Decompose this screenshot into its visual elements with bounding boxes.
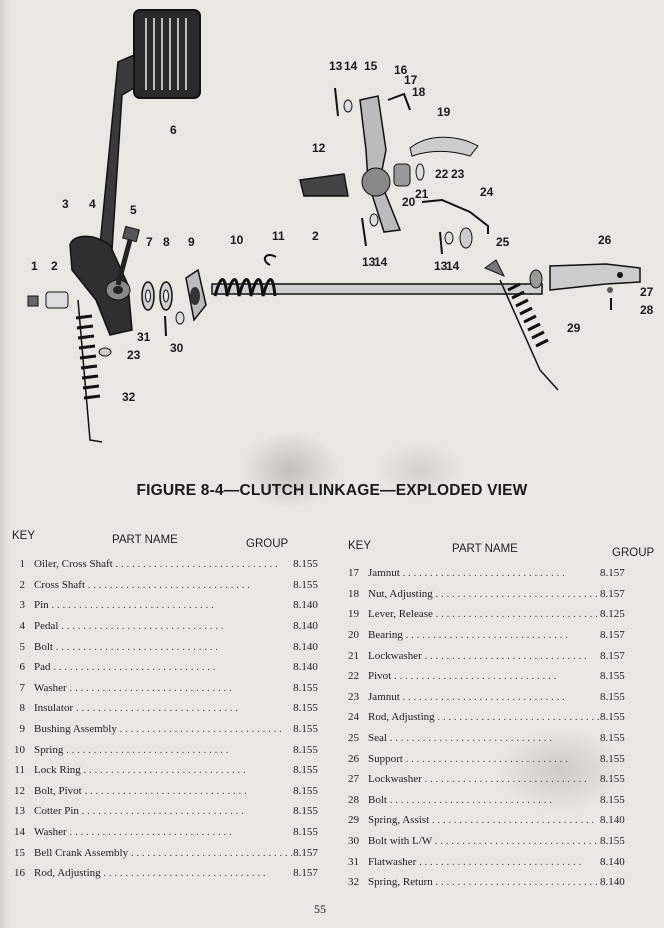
part-group: 8.155 <box>600 690 625 703</box>
callout-15: 15 <box>364 59 378 73</box>
parts-row <box>337 666 650 687</box>
part-group: 8.157 <box>293 867 318 880</box>
part-name: Cotter Pin <box>34 805 79 818</box>
parts-row <box>337 584 650 605</box>
dot-leader: . . . . . . . . . . . . . . . . . . . . . . . . . . . . . . <box>58 620 224 633</box>
part-name: Jamnut <box>368 690 400 703</box>
callout-7: 7 <box>146 235 153 249</box>
dot-leader: . . . . . . . . . . . . . . . . . . . . . . . . . . . . . . <box>429 814 595 827</box>
part-name: Oiler, Cross Shaft <box>34 558 113 571</box>
small-hardware-drawing <box>99 88 472 356</box>
dot-leader: . . . . . . . . . . . . . . . . . . . . . . . . . . . . . . <box>128 846 294 859</box>
part-name: Flatwasher <box>368 855 417 868</box>
figure-title: FIGURE 8-4—CLUTCH LINKAGE—EXPLODED VIEW <box>136 482 528 499</box>
parts-row <box>3 863 343 884</box>
parts-row <box>337 645 650 666</box>
part-group: 8.140 <box>600 855 625 868</box>
callout-20: 20 <box>402 195 416 209</box>
dot-leader: . . . . . . . . . . . . . . . . . . . . . . . . . . . . . . <box>73 702 239 715</box>
part-group: 8.155 <box>293 764 318 777</box>
part-name: Bearing <box>368 629 403 642</box>
parts-row <box>337 687 650 708</box>
part-name: Lever, Release <box>368 608 433 621</box>
dot-leader: . . . . . . . . . . . . . . . . . . . . . . . . . . . . . . <box>78 805 244 818</box>
part-key: 31 <box>348 855 359 868</box>
part-name: Bell Crank Assembly <box>34 846 129 859</box>
part-name: Lock Ring <box>34 764 81 777</box>
part-name: Pedal <box>34 620 59 633</box>
parts-row <box>3 698 343 719</box>
part-name-cell <box>34 575 293 596</box>
part-group: 8.155 <box>293 723 318 736</box>
parts-row <box>337 831 650 852</box>
dot-leader: . . . . . . . . . . . . . . . . . . . . . . . . . . . . . . <box>432 608 598 621</box>
parts-row <box>3 678 343 699</box>
callout-2-shaft: 2 <box>312 229 319 243</box>
dot-leader: . . . . . . . . . . . . . . . . . . . . . . . . . . . . . . <box>416 855 582 868</box>
pedal-pad-drawing <box>134 10 200 98</box>
callout-32: 32 <box>122 390 136 404</box>
callout-11: 11 <box>272 229 285 243</box>
part-name-cell <box>34 801 293 822</box>
part-key: 21 <box>348 649 359 662</box>
part-name-cell <box>368 810 600 831</box>
part-name-cell <box>368 851 600 872</box>
part-key: 17 <box>348 567 359 580</box>
part-group: 8.155 <box>293 558 318 571</box>
return-spring-drawing <box>76 300 102 442</box>
parts-row <box>3 575 343 596</box>
callout-13-mid: 13 <box>362 255 376 269</box>
part-key: 28 <box>348 793 359 806</box>
callout-18: 18 <box>412 85 426 99</box>
bolt-5-drawing <box>118 226 139 285</box>
bell-crank-drawing <box>300 94 488 234</box>
parts-row <box>3 595 343 616</box>
part-name-cell <box>34 781 293 802</box>
callout-2: 2 <box>51 259 58 273</box>
callout-29: 29 <box>567 321 581 335</box>
part-key: 13 <box>14 805 25 818</box>
part-group: 8.155 <box>293 578 318 591</box>
part-key: 26 <box>348 752 359 765</box>
part-group: 8.140 <box>600 876 625 889</box>
part-key: 2 <box>19 578 25 591</box>
part-name-header-right: PART NAME <box>452 543 518 555</box>
part-name: Rod, Adjusting <box>368 711 435 724</box>
part-key: 8 <box>19 702 25 715</box>
parts-row <box>337 563 650 584</box>
part-name: Lockwasher <box>368 649 422 662</box>
callout-8: 8 <box>163 235 170 249</box>
part-group: 8.155 <box>600 670 625 683</box>
callout-14-right: 14 <box>446 259 460 273</box>
callout-16: 16 <box>394 63 408 77</box>
dot-leader: . . . . . . . . . . . . . . . . . . . . . . . . . . . . . . <box>434 711 600 724</box>
key-header-left: KEY <box>12 530 36 542</box>
part-name: Bolt <box>368 793 387 806</box>
part-group: 8.155 <box>293 702 318 715</box>
part-name: Support <box>368 752 403 765</box>
dot-leader: . . . . . . . . . . . . . . . . . . . . . . . . . . . . . . <box>399 567 565 580</box>
dot-leader: . . . . . . . . . . . . . . . . . . . . . . . . . . . . . . <box>100 867 266 880</box>
dot-leader: . . . . . . . . . . . . . . . . . . . . . . . . . . . . . . <box>386 732 552 745</box>
part-key: 27 <box>348 773 359 786</box>
part-name: Spring, Assist <box>368 814 430 827</box>
part-name-cell <box>34 554 293 575</box>
part-name-cell <box>368 872 600 893</box>
dot-leader: . . . . . . . . . . . . . . . . . . . . . . . . . . . . . . <box>386 793 552 806</box>
dot-leader: . . . . . . . . . . . . . . . . . . . . . . . . . . . . . . <box>63 743 229 756</box>
callout-21: 21 <box>415 187 429 201</box>
part-key: 16 <box>14 867 25 880</box>
part-key: 1 <box>19 558 25 571</box>
washers-drawing <box>142 270 206 320</box>
part-key: 20 <box>348 629 359 642</box>
callout-10: 10 <box>230 233 244 247</box>
part-name: Washer <box>34 681 67 694</box>
part-group: 8.155 <box>600 732 625 745</box>
callout-6: 6 <box>170 123 177 137</box>
dot-leader: . . . . . . . . . . . . . . . . . . . . . . . . . . . . . . <box>431 835 597 848</box>
part-group: 8.155 <box>600 711 625 724</box>
callout-23-left: 23 <box>127 348 141 362</box>
callout-12: 12 <box>312 141 326 155</box>
dot-leader: . . . . . . . . . . . . . . . . . . . . . . . . . . . . . . <box>116 723 282 736</box>
part-key: 12 <box>14 784 25 797</box>
parts-row <box>337 872 650 893</box>
part-name-header-left: PART NAME <box>112 534 178 546</box>
part-name: Pivot <box>368 670 392 683</box>
callout-13-top: 13 <box>329 59 343 73</box>
part-group: 8.155 <box>293 743 318 756</box>
part-name-cell <box>34 616 293 637</box>
dot-leader: . . . . . . . . . . . . . . . . . . . . . . . . . . . . . . <box>85 578 251 591</box>
callout-22: 22 <box>435 167 449 181</box>
part-name-cell <box>368 666 600 687</box>
part-group: 8.155 <box>600 835 625 848</box>
parts-row <box>337 604 650 625</box>
part-name-cell <box>34 657 293 678</box>
part-key: 9 <box>19 723 25 736</box>
part-name: Jamnut <box>368 567 400 580</box>
parts-row <box>3 801 343 822</box>
part-name-cell <box>368 625 600 646</box>
parts-table-left <box>3 554 343 884</box>
page-number: 55 <box>314 902 326 916</box>
part-group: 8.155 <box>600 773 625 786</box>
callout-17: 17 <box>404 73 418 87</box>
part-group: 8.155 <box>293 784 318 797</box>
part-key: 15 <box>14 846 25 859</box>
part-key: 32 <box>348 876 359 889</box>
part-name: Bushing Assembly <box>34 723 117 736</box>
parts-row <box>337 769 650 790</box>
parts-row <box>3 842 343 863</box>
parts-row <box>3 554 343 575</box>
callout-25: 25 <box>496 235 510 249</box>
part-name: Insulator <box>34 702 74 715</box>
part-group: 8.125 <box>600 608 625 621</box>
part-key: 22 <box>348 670 359 683</box>
part-group: 8.157 <box>600 587 625 600</box>
dot-leader: . . . . . . . . . . . . . . . . . . . . . . . . . . . . . . <box>432 876 598 889</box>
parts-row <box>337 790 650 811</box>
part-name-cell <box>34 760 293 781</box>
part-name: Bolt, Pivot <box>34 784 82 797</box>
dot-leader: . . . . . . . . . . . . . . . . . . . . . . . . . . . . . . <box>402 629 568 642</box>
part-group: 8.140 <box>600 814 625 827</box>
part-name: Cross Shaft <box>34 578 86 591</box>
assist-spring-drawing <box>485 260 558 390</box>
part-name-cell <box>368 584 600 605</box>
dot-leader: . . . . . . . . . . . . . . . . . . . . . . . . . . . . . . <box>50 661 216 674</box>
part-name-cell <box>368 728 600 749</box>
part-name: Washer <box>34 826 67 839</box>
callout-9: 9 <box>188 235 195 249</box>
parts-row <box>337 810 650 831</box>
part-group: 8.157 <box>600 649 625 662</box>
part-key: 19 <box>348 608 359 621</box>
dot-leader: . . . . . . . . . . . . . . . . . . . . . . . . . . . . . . <box>432 587 598 600</box>
part-name-cell <box>368 707 600 728</box>
part-name-cell <box>368 687 600 708</box>
support-drawing <box>550 264 640 310</box>
part-name-cell <box>34 863 293 884</box>
part-key: 25 <box>348 732 359 745</box>
part-key: 24 <box>348 711 359 724</box>
part-key: 30 <box>348 835 359 848</box>
part-name-cell <box>368 604 600 625</box>
part-group: 8.140 <box>293 661 318 674</box>
part-key: 3 <box>19 599 25 612</box>
part-name-cell <box>368 748 600 769</box>
parts-row <box>3 636 343 657</box>
part-name-cell <box>34 678 293 699</box>
part-key: 10 <box>14 743 25 756</box>
part-key: 29 <box>348 814 359 827</box>
part-group: 8.140 <box>293 599 318 612</box>
callout-24: 24 <box>480 185 494 199</box>
part-group: 8.140 <box>293 640 318 653</box>
part-name: Bolt <box>34 640 53 653</box>
parts-row <box>3 657 343 678</box>
pedal-arm-drawing <box>70 55 134 335</box>
part-group: 8.140 <box>293 620 318 633</box>
dot-leader: . . . . . . . . . . . . . . . . . . . . . . . . . . . . . . <box>399 690 565 703</box>
part-name: Spring, Return <box>368 876 433 889</box>
dot-leader: . . . . . . . . . . . . . . . . . . . . . . . . . . . . . . <box>52 640 218 653</box>
part-name-cell <box>368 769 600 790</box>
part-name: Rod, Adjusting <box>34 867 101 880</box>
group-header-right: GROUP <box>612 547 655 559</box>
part-group: 8.155 <box>600 752 625 765</box>
callout-26: 26 <box>598 233 612 247</box>
dot-leader: . . . . . . . . . . . . . . . . . . . . . . . . . . . . . . <box>66 826 232 839</box>
key-header-right: KEY <box>348 540 372 552</box>
callout-31: 31 <box>137 330 151 344</box>
part-name-cell <box>34 636 293 657</box>
part-name-cell <box>34 842 293 863</box>
callout-27: 27 <box>640 285 654 299</box>
part-key: 6 <box>19 661 25 674</box>
dot-leader: . . . . . . . . . . . . . . . . . . . . . . . . . . . . . . <box>81 784 247 797</box>
part-name: Bolt with L/W <box>368 835 432 848</box>
part-key: 18 <box>348 587 359 600</box>
part-key: 5 <box>19 640 25 653</box>
part-key: 23 <box>348 690 359 703</box>
part-group: 8.155 <box>600 793 625 806</box>
callout-14-mid: 14 <box>374 255 388 269</box>
parts-row <box>3 616 343 637</box>
callout-4: 4 <box>89 197 96 211</box>
parts-row <box>337 707 650 728</box>
part-group: 8.155 <box>293 805 318 818</box>
part-key: 14 <box>14 826 25 839</box>
part-key: 7 <box>19 681 25 694</box>
callout-13-right: 13 <box>434 259 448 273</box>
callout-19: 19 <box>437 105 451 119</box>
dot-leader: . . . . . . . . . . . . . . . . . . . . . . . . . . . . . . <box>112 558 278 571</box>
callout-14-top: 14 <box>344 59 358 73</box>
part-group: 8.157 <box>293 846 318 859</box>
oiler-drawing <box>28 292 68 308</box>
part-name-cell <box>34 822 293 843</box>
part-name: Spring <box>34 743 64 756</box>
part-name-cell <box>368 831 600 852</box>
part-key: 4 <box>19 620 25 633</box>
part-group: 8.157 <box>600 629 625 642</box>
dot-leader: . . . . . . . . . . . . . . . . . . . . . . . . . . . . . . <box>66 681 232 694</box>
parts-row <box>337 728 650 749</box>
callout-28: 28 <box>640 303 654 317</box>
parts-row <box>337 748 650 769</box>
part-name: Seal <box>368 732 387 745</box>
part-name-cell <box>34 595 293 616</box>
callout-1: 1 <box>31 259 38 273</box>
dot-leader: . . . . . . . . . . . . . . . . . . . . . . . . . . . . . . <box>48 599 214 612</box>
parts-row <box>337 851 650 872</box>
callout-5: 5 <box>130 203 137 217</box>
part-name-cell <box>34 739 293 760</box>
part-key: 11 <box>14 764 25 777</box>
part-name-cell <box>34 719 293 740</box>
callout-30: 30 <box>170 341 184 355</box>
parts-row <box>3 781 343 802</box>
parts-row <box>3 739 343 760</box>
parts-table-right <box>337 563 650 893</box>
part-group: 8.155 <box>293 826 318 839</box>
dot-leader: . . . . . . . . . . . . . . . . . . . . . . . . . . . . . . <box>402 752 568 765</box>
group-header-left: GROUP <box>246 538 289 550</box>
dot-leader: . . . . . . . . . . . . . . . . . . . . . . . . . . . . . . <box>421 649 587 662</box>
part-name-cell <box>34 698 293 719</box>
dot-leader: . . . . . . . . . . . . . . . . . . . . . . . . . . . . . . <box>421 773 587 786</box>
part-name: Pin <box>34 599 49 612</box>
part-group: 8.155 <box>293 681 318 694</box>
part-name-cell <box>368 790 600 811</box>
parts-row <box>3 719 343 740</box>
callout-3: 3 <box>62 197 69 211</box>
dot-leader: . . . . . . . . . . . . . . . . . . . . . . . . . . . . . . <box>391 670 557 683</box>
dot-leader: . . . . . . . . . . . . . . . . . . . . . . . . . . . . . . <box>80 764 246 777</box>
parts-row <box>337 625 650 646</box>
part-name: Lockwasher <box>368 773 422 786</box>
part-name: Nut, Adjusting <box>368 587 433 600</box>
part-name: Pad <box>34 661 51 674</box>
parts-row <box>3 822 343 843</box>
part-name-cell <box>368 645 600 666</box>
part-group: 8.157 <box>600 567 625 580</box>
callout-23: 23 <box>451 167 465 181</box>
parts-row <box>3 760 343 781</box>
part-name-cell <box>368 563 600 584</box>
